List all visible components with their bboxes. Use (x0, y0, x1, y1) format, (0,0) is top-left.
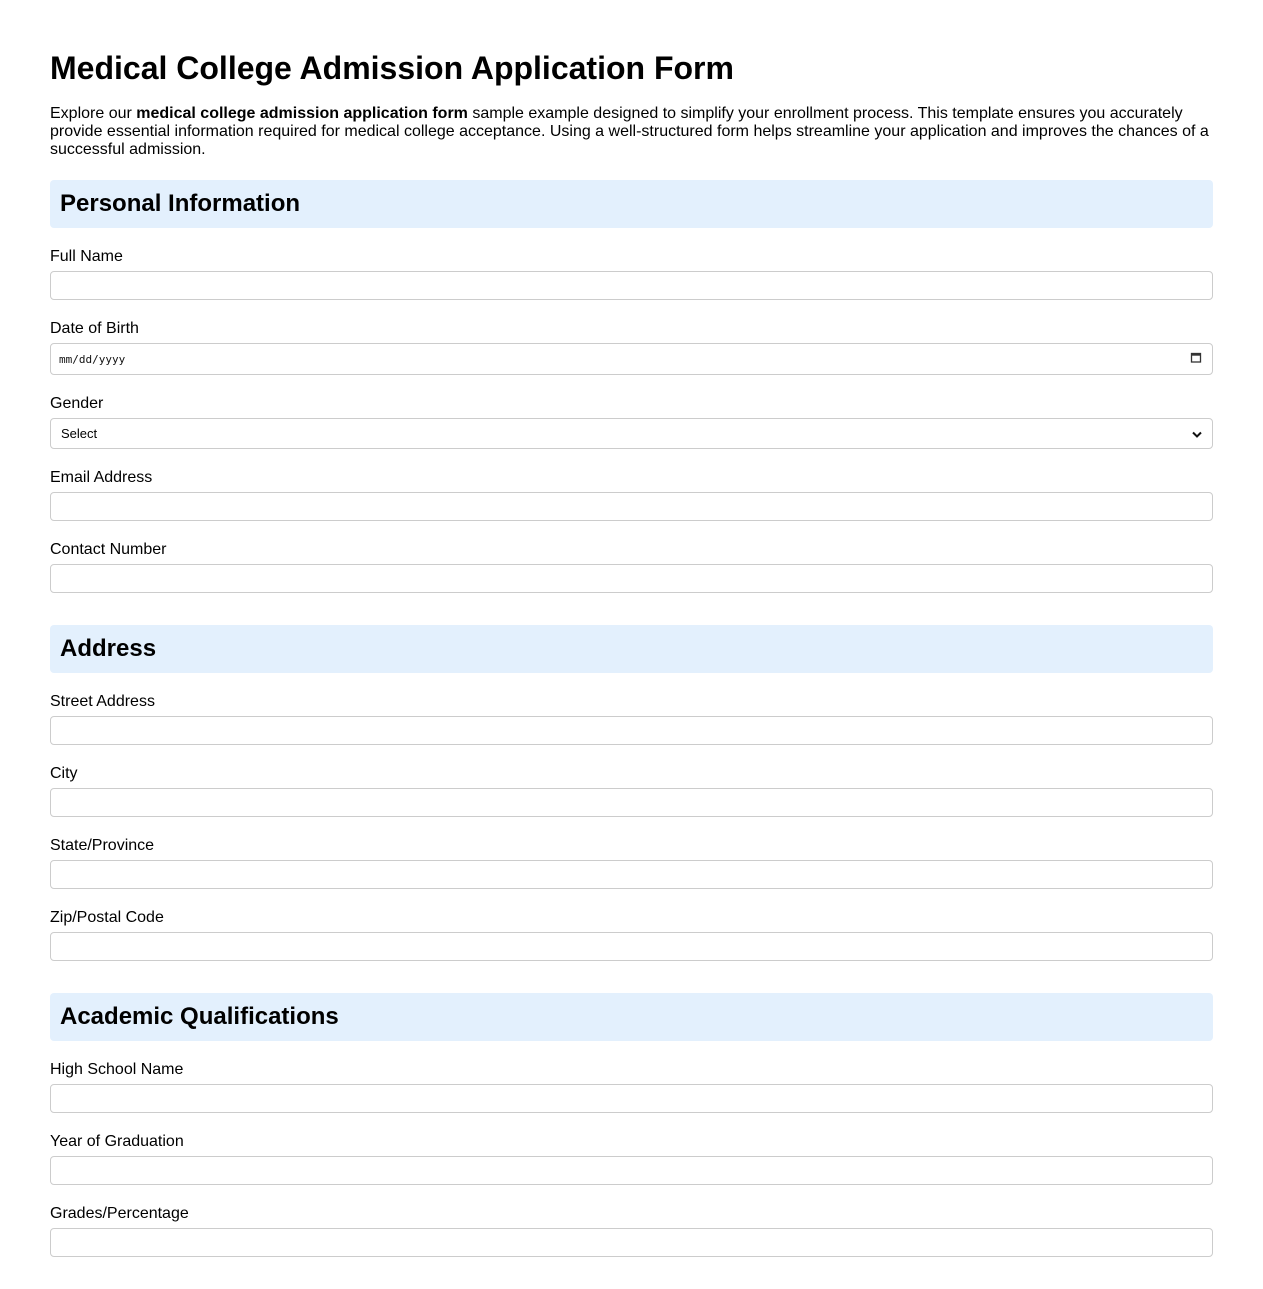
grades-label: Grades/Percentage (50, 1205, 189, 1222)
contact-label: Contact Number (50, 541, 167, 558)
state-label: State/Province (50, 837, 155, 854)
grad-year-label: Year of Graduation (50, 1133, 184, 1150)
section-address (50, 625, 1213, 961)
city-label: City (50, 765, 78, 782)
section-academic (50, 993, 1213, 1257)
dob-placeholder: mm/dd/yyyy (59, 352, 126, 366)
section-title: Academic Qualifications (60, 1003, 339, 1030)
intro-pre: Explore our (50, 105, 137, 122)
full-name-label: Full Name (50, 248, 123, 265)
dob-input[interactable] (50, 343, 1213, 375)
calendar-icon[interactable] (1190, 352, 1202, 367)
chevron-down-icon (1192, 426, 1202, 441)
dob-label: Date of Birth (50, 320, 139, 337)
intro-post: sample example designed to simplify your enrollment process. This template ensures you accurately provide essential information required for medical college acceptance. Using a well-structured form helps streamline your application and improves the chances of a successful admission. (50, 105, 1209, 158)
state-input[interactable] (50, 860, 1213, 889)
city-input[interactable] (50, 788, 1213, 817)
high-school-input[interactable] (50, 1084, 1213, 1113)
email-label: Email Address (50, 469, 153, 486)
section-title: Personal Information (60, 190, 301, 217)
section-header (50, 625, 1213, 673)
zip-input[interactable] (50, 932, 1213, 961)
section-header (50, 993, 1213, 1041)
section-title: Address (60, 635, 157, 662)
high-school-label: High School Name (50, 1061, 184, 1078)
intro-text (50, 105, 1213, 159)
email-input[interactable] (50, 492, 1213, 521)
zip-label: Zip/Postal Code (50, 909, 164, 926)
section-header (50, 180, 1213, 228)
contact-input[interactable] (50, 564, 1213, 593)
intro-bold: medical college admission application form (136, 105, 468, 122)
grades-input[interactable] (50, 1228, 1213, 1257)
gender-select[interactable] (50, 418, 1213, 449)
grad-year-input[interactable] (50, 1156, 1213, 1185)
gender-value: Select (61, 426, 98, 441)
gender-label: Gender (50, 395, 104, 412)
section-personal-information (50, 180, 1213, 593)
full-name-input[interactable] (50, 271, 1213, 300)
page-title: Medical College Admission Application Form (50, 50, 734, 86)
street-input[interactable] (50, 716, 1213, 745)
street-label: Street Address (50, 693, 155, 710)
